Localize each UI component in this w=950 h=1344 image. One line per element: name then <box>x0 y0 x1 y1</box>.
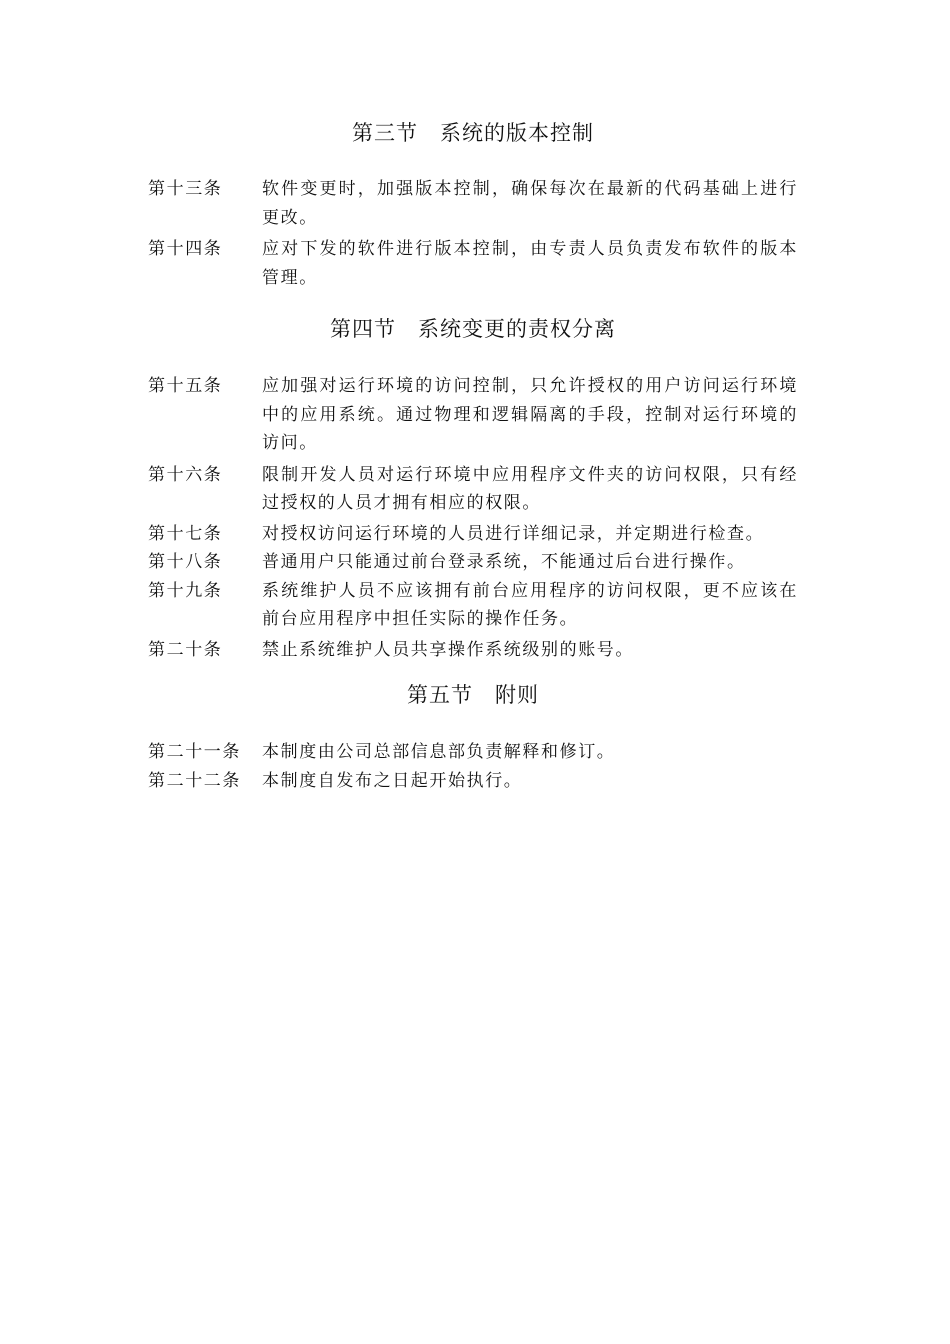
article-text: 应加强对运行环境的访问控制，只允许授权的用户访问运行环境中的应用系统。通过物理和逻辑隔离的手段，控制对运行环境的访问。 <box>262 376 798 453</box>
section-title: 第五节 附则 <box>407 683 539 707</box>
article-label: 第二十二条 <box>148 770 241 791</box>
article-label: 第十八条 <box>148 552 223 572</box>
section-version-control <box>148 119 798 292</box>
article-label: 第十六条 <box>148 464 223 485</box>
section-title: 第三节 系统的版本控制 <box>352 121 594 145</box>
section-title: 第四节 系统变更的责权分离 <box>330 317 616 341</box>
article-22 <box>148 767 798 796</box>
section-separation-of-duties <box>148 315 798 664</box>
article-text: 本制度自发布之日起开始执行。 <box>262 770 523 791</box>
article-label: 第十三条 <box>148 179 223 199</box>
article-14 <box>148 235 798 292</box>
article-13 <box>148 175 798 232</box>
article-text: 系统维护人员不应该拥有前台应用程序的访问权限，更不应该在前台应用程序中担任实际的操作任务。 <box>262 580 798 629</box>
article-18 <box>148 548 798 577</box>
article-text: 本制度由公司总部信息部负责解释和修订。 <box>262 742 616 762</box>
article-text: 限制开发人员对运行环境中应用程序文件夹的访问权限，只有经过授权的人员才拥有相应的权限。 <box>262 464 798 513</box>
article-text: 普通用户只能通过前台登录系统，不能通过后台进行操作。 <box>262 552 746 572</box>
article-label: 第二十条 <box>148 639 223 660</box>
article-text: 应对下发的软件进行版本控制，由专责人员负责发布软件的版本管理。 <box>262 239 798 288</box>
article-label: 第十九条 <box>148 580 223 601</box>
article-15 <box>148 372 798 458</box>
article-16 <box>148 461 798 518</box>
article-label: 第二十一条 <box>148 742 241 762</box>
article-label: 第十五条 <box>148 376 223 396</box>
article-text: 软件变更时，加强版本控制，确保每次在最新的代码基础上进行更改。 <box>262 179 798 228</box>
article-21 <box>148 738 798 767</box>
article-text: 禁止系统维护人员共享操作系统级别的账号。 <box>262 639 634 660</box>
article-label: 第十四条 <box>148 239 223 259</box>
article-label: 第十七条 <box>148 523 223 544</box>
article-17 <box>148 520 798 549</box>
article-20 <box>148 636 798 665</box>
article-text: 对授权访问运行环境的人员进行详细记录，并定期进行检查。 <box>262 523 765 544</box>
section-supplementary <box>148 681 798 795</box>
article-19 <box>148 577 798 634</box>
